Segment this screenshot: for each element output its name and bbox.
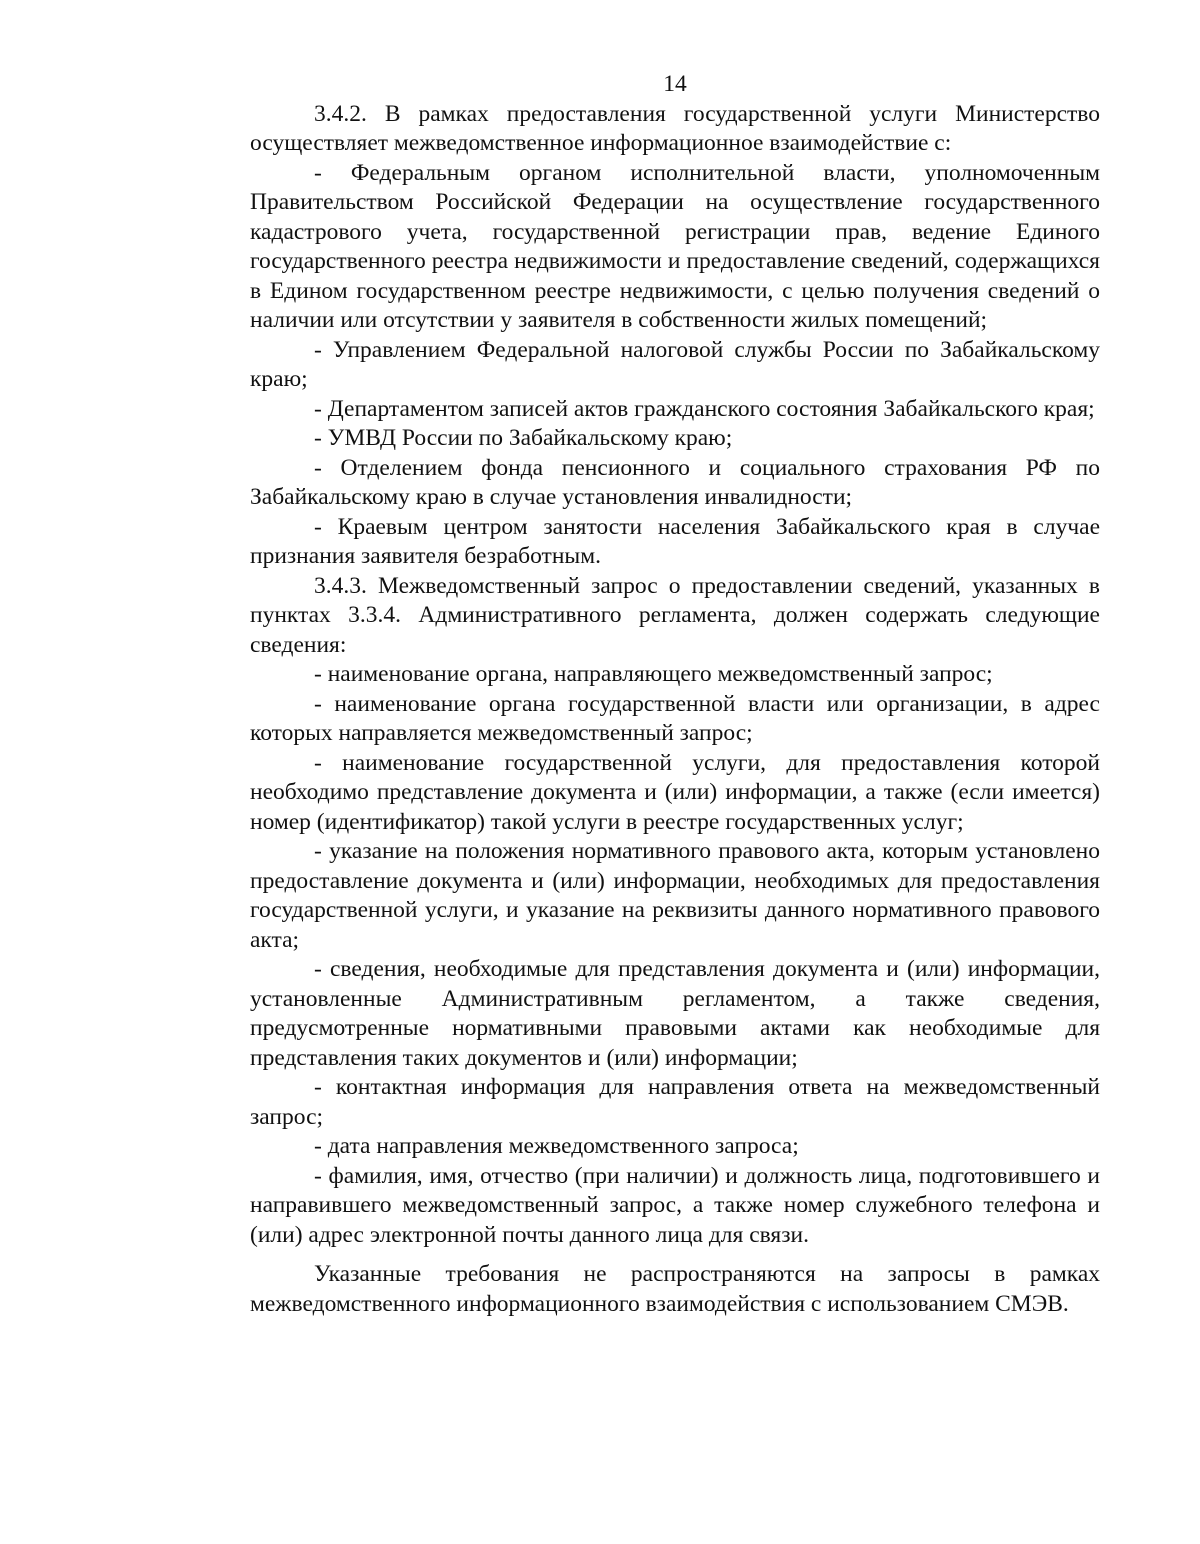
list-item-addressee-organ: - наименование органа государственной власти или организации, в адрес которых направляется межведомственный запрос;	[250, 690, 1100, 746]
list-item-pension-fund: - Отделением фонда пенсионного и социального страхования РФ по Забайкальскому краю в случае установления инвалидности;	[250, 454, 1100, 510]
list-item-employment-center: - Краевым центром занятости населения Забайкальского края в случае признания заявителя безработным.	[250, 513, 1100, 569]
list-item-requesting-organ: - наименование органа, направляющего межведомственный запрос;	[314, 661, 993, 687]
paragraph-smev-note: Указанные требования не распространяются на запросы в рамках межведомственного информационного взаимодействия с использованием СМЭВ.	[250, 1261, 1100, 1317]
list-item-contact-info: - контактная информация для направления ответа на межведомственный запрос;	[250, 1074, 1100, 1130]
list-item-federal-organ: - Федеральным органом исполнительной власти, уполномоченным Правительством Российской Федерации на осуществление государственного кадастрового учета, государственной регистрации прав, ведение Единого государственного реестра недвижимости и предоставление сведений, содержащихся в Едином государственном реестре недвижимости, с целью получения сведений о наличии или отсутствии у заявителя в собственности жилых помещений;	[250, 159, 1100, 333]
paragraph-3-4-2: 3.4.2. В рамках предоставления государственной услуги Министерство осуществляет межведомственное информационное взаимодействие с:	[250, 100, 1100, 156]
list-item-required-info: - сведения, необходимые для представления документа и (или) информации, установленные Административным регламентом, а также сведения, предусмотренные нормативными правовыми актами как необходимые для представления таких документов и (или) информации;	[250, 956, 1100, 1071]
list-item-request-date: - дата направления межведомственного запроса;	[314, 1133, 799, 1159]
paragraph-3-4-3: 3.4.3. Межведомственный запрос о предоставлении сведений, указанных в пунктах 3.3.4. Административного регламента, должен содержать следующие сведения:	[250, 572, 1100, 658]
document-page	[250, 70, 1100, 1319]
list-item-tax-service: - Управлением Федеральной налоговой службы России по Забайкальскому краю;	[250, 336, 1100, 392]
list-item-umvd: - УМВД России по Забайкальскому краю;	[314, 425, 733, 451]
list-item-legal-act: - указание на положения нормативного правового акта, которым установлено предоставление документа и (или) информации, необходимых для предоставления государственной услуги, и указание на реквизиты данного нормативного правового акта;	[250, 838, 1100, 953]
list-item-service-name: - наименование государственной услуги, для предоставления которой необходимо представление документа и (или) информации, а также (если имеется) номер (идентификатор) такой услуги в реестре государственных услуг;	[250, 749, 1100, 835]
list-item-responsible-person: - фамилия, имя, отчество (при наличии) и должность лица, подготовившего и направившего межведомственный запрос, а также номер служебного телефона и (или) адрес электронной почты данного лица для связи.	[250, 1162, 1100, 1248]
list-item-civil-registry: - Департаментом записей актов гражданского состояния Забайкальского края;	[314, 395, 1095, 422]
page-number: 14	[663, 71, 687, 97]
